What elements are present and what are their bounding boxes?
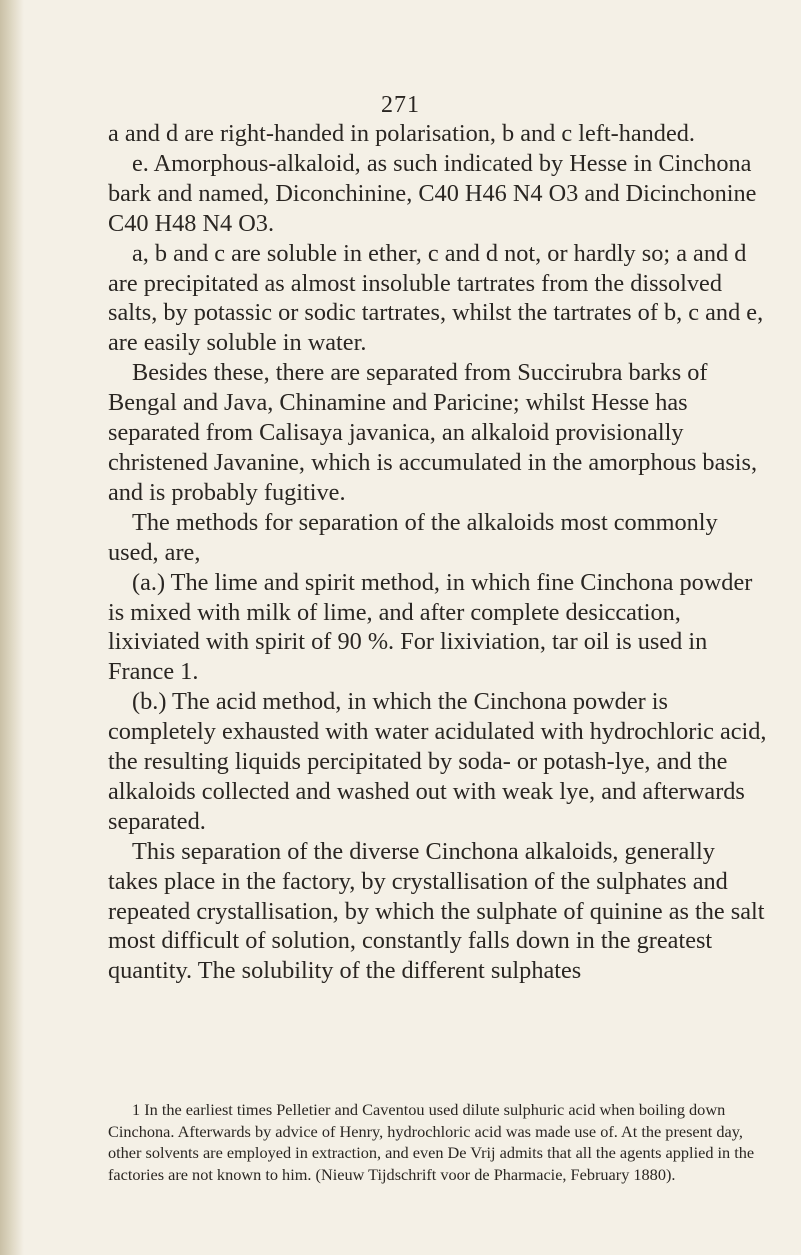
paragraph-2: e. Amorphous-alkaloid, as such indicated by Hesse in Cinchona bark and named, Diconchinine, C40 H46 N4 O3 and Dicinchonine C40 H48 N4 O3. <box>108 149 757 237</box>
page-binding-edge <box>0 0 24 1255</box>
footnote-text: 1 In the earliest times Pelletier and Caventou used dilute sulphuric acid when boiling down Cinchona. Afterwards by advice of Henry, hydrochloric acid was made use of. At the present day, other solvents are employed in extraction, and even De Vrij admits that all the agents applied in the factories are not known to him. (Nieuw Tijdschrift voor de Pharmacie, February 1880). <box>108 1100 755 1184</box>
paragraph-7: (b.) The acid method, in which the Cinchona powder is completely exhausted with water acidulated with hydrochloric acid, the resulting liquids percipitated by soda- or potash-lye, and the alkaloids collected and washed out with weak lye, and afterwards separated. <box>108 688 767 835</box>
paragraph-5: The methods for separation of the alkaloids most commonly used, are, <box>108 508 718 566</box>
footnote <box>108 1099 770 1185</box>
body-text <box>108 119 770 986</box>
paragraph-1: a and d are right-handed in polarisation, b and c left-handed. <box>108 120 695 147</box>
paragraph-6: (a.) The lime and spirit method, in which fine Cinchona powder is mixed with milk of lime, and after complete desiccation, lixiviated with spirit of 90 %. For lixiviation, tar oil is used in France 1. <box>108 568 753 686</box>
paragraph-8: This separation of the diverse Cinchona alkaloids, generally takes place in the factory, by crystallisation of the sulphates and repeated crystallisation, by which the sulphate of quinine as the salt most difficult of solution, constantly falls down in the greatest quantity. The solubility of the different sulphates <box>108 837 765 985</box>
page-number: 271 <box>381 92 420 118</box>
paragraph-4: Besides these, there are separated from Succirubra barks of Bengal and Java, Chinamine and Paricine; whilst Hesse has separated from Calisaya javanica, an alkaloid provisionally christened Javanine, which is accumulated in the amorphous basis, and is probably fugitive. <box>108 359 758 506</box>
paragraph-3: a, b and c are soluble in ether, c and d not, or hardly so; a and d are precipitated as almost insoluble tartrates from the dissolved salts, by potassic or sodic tartrates, whilst the tartrates of b, c and e, are easily soluble in water. <box>108 239 764 357</box>
